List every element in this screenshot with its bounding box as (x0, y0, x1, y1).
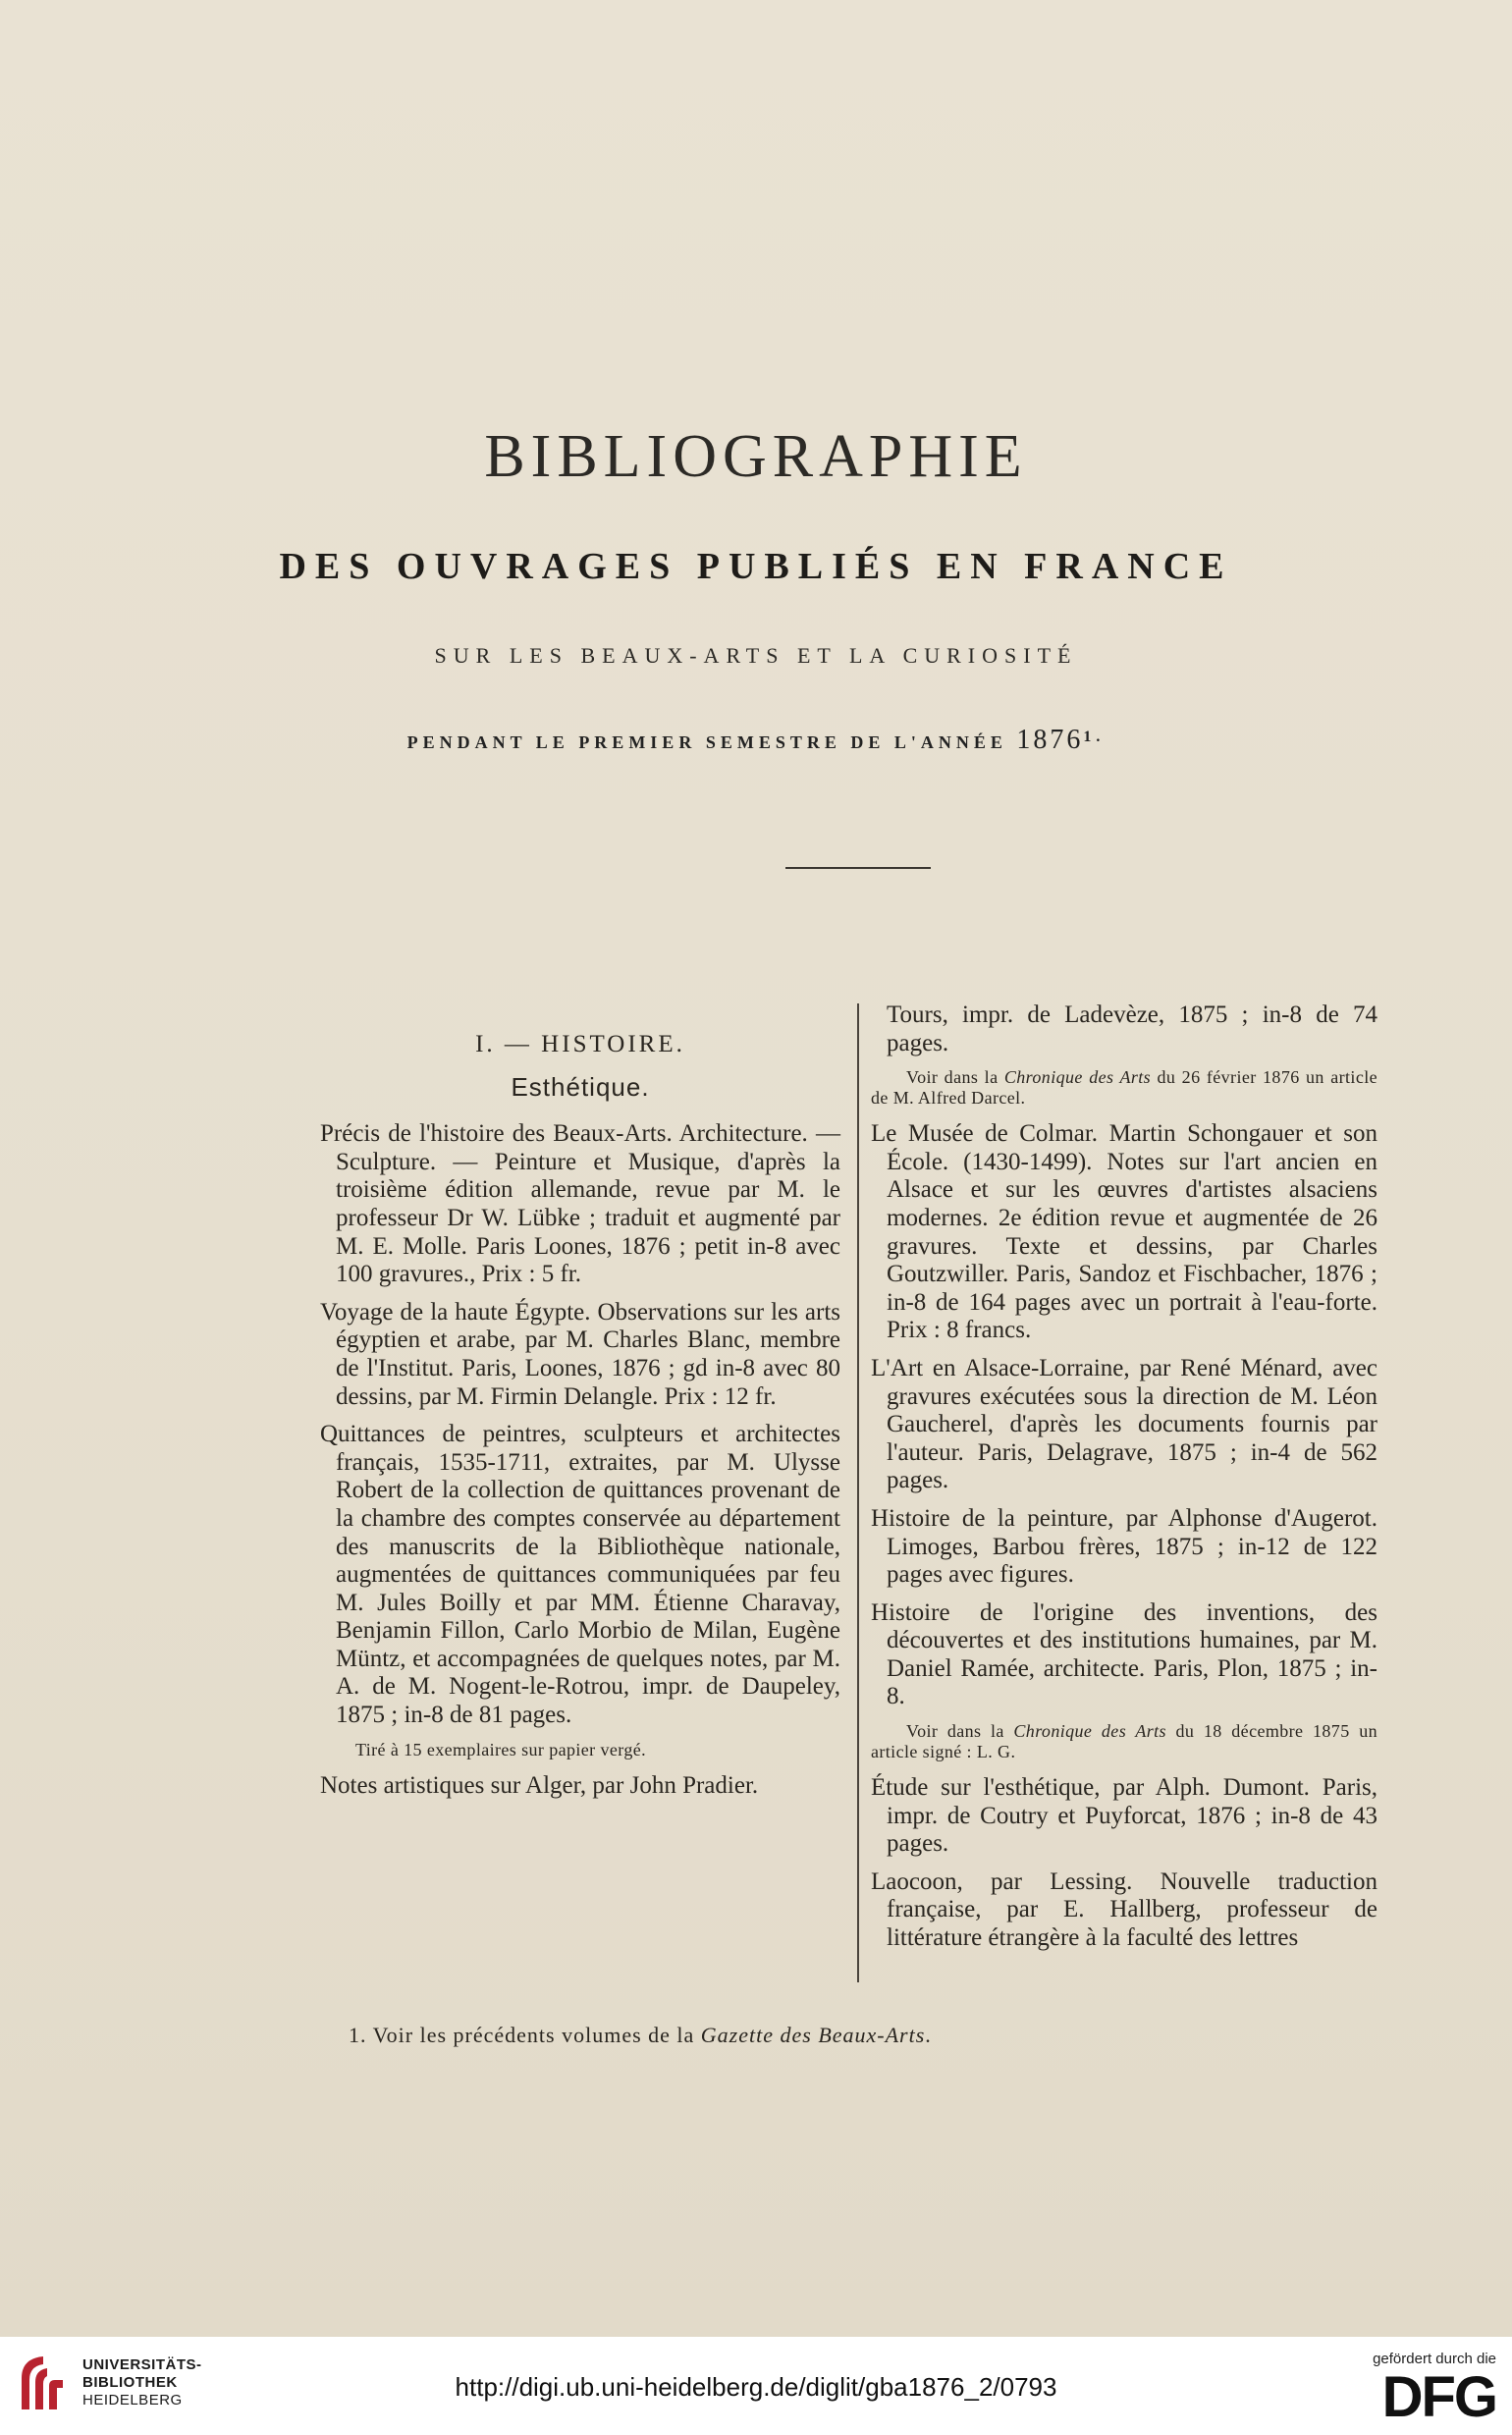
line4-year: 1876 (1016, 725, 1084, 755)
entry-note: Voir dans la Chronique des Arts du 26 février 1876 un article de M. Alfred Darcel. (871, 1067, 1377, 1109)
list-item: Notes artistiques sur Alger, par John Pradier. (320, 1771, 759, 1799)
line4-text: PENDANT LE PREMIER SEMESTRE DE L'ANNÉE (406, 732, 1007, 752)
entry-continuation: Tours, impr. de Ladevèze, 1875 ; in-8 de 74 pages. (887, 1001, 1377, 1056)
list-item: Étude sur l'esthétique, par Alph. Dumont. Paris, impr. de Coutry et Puyforcat, 1876 ; in-8 de 43 pages. (871, 1774, 1377, 1858)
library-name: UNIVERSITÄTS- BIBLIOTHEK HEIDELBERG (82, 2356, 202, 2408)
page-subtitle-line4 (0, 725, 1512, 756)
funding-caption: gefördert durch die (1373, 2351, 1496, 2367)
list-item: L'Art en Alsace-Lorraine, par René Ménard, avec gravures exécutées sous la direction de M. Léon Gaucherel, d'après les documents fournis par l'auteur. Paris, Delagrave, 1875 ; in-4 de 562 pages. (871, 1354, 1377, 1494)
line4-note-ref: 1. (1083, 729, 1106, 745)
left-column (320, 1001, 840, 1810)
entry-note: Tiré à 15 exemplaires sur papier vergé. (355, 1739, 647, 1759)
viewer-footer (0, 2337, 1512, 2435)
footnote-italic: Gazette des Beaux-Arts (700, 2023, 926, 2047)
right-column (871, 1001, 1377, 1963)
footnote-text: Voir les précédents volumes de la (372, 2023, 701, 2047)
list-item: Laocoon, par Lessing. Nouvelle traduction française, par E. Hallberg, professeur de littérature étrangère à la faculté des lettres (871, 1867, 1377, 1952)
subsection-heading: Esthétique. (511, 1071, 650, 1102)
title-divider (785, 867, 931, 869)
dfg-logo: DFG (1381, 2365, 1496, 2429)
list-item: Histoire de la peinture, par Alphonse d'Augerot. Limoges, Barbou frères, 1875 ; in-12 de 122 pages avec figures. (871, 1504, 1377, 1589)
list-item: Voyage de la haute Égypte. Observations sur les arts égyptien et arabe, par M. Charles Blanc, membre de l'Institut. Paris, Loones, 1876 ; gd in-8 avec 80 dessins, par M. Firmin Delangle. Prix : 12 fr. (320, 1298, 840, 1410)
list-item: Le Musée de Colmar. Martin Schongauer et son École. (1430-1499). Notes sur l'art ancien en Alsace et sur les œuvres d'artistes alsaciens modernes. 2e édition revue et augmentée de 26 gravures. Texte et dessins, par Charles Goutzwiller. Paris, Sandoz et Fischbacher, 1876 ; in-8 de 164 pages avec un portrait à l'eau-forte. Prix : 8 francs. (871, 1120, 1377, 1344)
page-subtitle: DES OUVRAGES PUBLIÉS EN FRANCE (279, 546, 1233, 587)
list-item: Quittances de peintres, sculpteurs et architectes français, 1535-1711, extraites, par M. Ulysse Robert de la collection de quittances provenant de la chambre des comptes conservée au département des manuscrits de la Bibliothèque nationale, augmentées de quittances communiquées par feu M. Jules Boilly et par MM. Étienne Charavay, Benjamin Fillon, Carlo Morbio de Milan, Eugène Müntz, et accompagnées de quelques notes, par M. A. de M. Nogent-le-Rotrou, impr. de Daupeley, 1875 ; in-8 de 81 pages. (320, 1421, 840, 1729)
section-heading: I. — HISTOIRE. (475, 1031, 685, 1057)
footnote-number: 1. (349, 2023, 367, 2047)
column-rule (857, 1003, 859, 1982)
entry-note: Voir dans la Chronique des Arts du 18 décembre 1875 un article signé : L. G. (871, 1721, 1377, 1762)
list-item: Précis de l'histoire des Beaux-Arts. Architecture. — Sculpture. — Peinture et Musique, d'après la troisième édition allemande, revue par M. le professeur Dr W. Lübke ; traduit et augmenté par M. E. Molle. Paris Loones, 1876 ; petit in-8 avec 100 gravures., Prix : 5 fr. (320, 1120, 840, 1288)
page-title: BIBLIOGRAPHIE (484, 423, 1028, 490)
page-subtitle-line3: SUR LES BEAUX-ARTS ET LA CURIOSITÉ (434, 643, 1078, 668)
list-item: Histoire de l'origine des inventions, des découvertes et des institutions humaines, par M. Daniel Ramée, architecte. Paris, Plon, 1875 ; in-8. (871, 1598, 1377, 1710)
source-url[interactable]: http://digi.ub.uni-heidelberg.de/diglit/gba1876_2/0793 (455, 2372, 1057, 2402)
footnote: 1. Voir les précédents volumes de la Gazette des Beaux-Arts. (349, 2023, 932, 2047)
